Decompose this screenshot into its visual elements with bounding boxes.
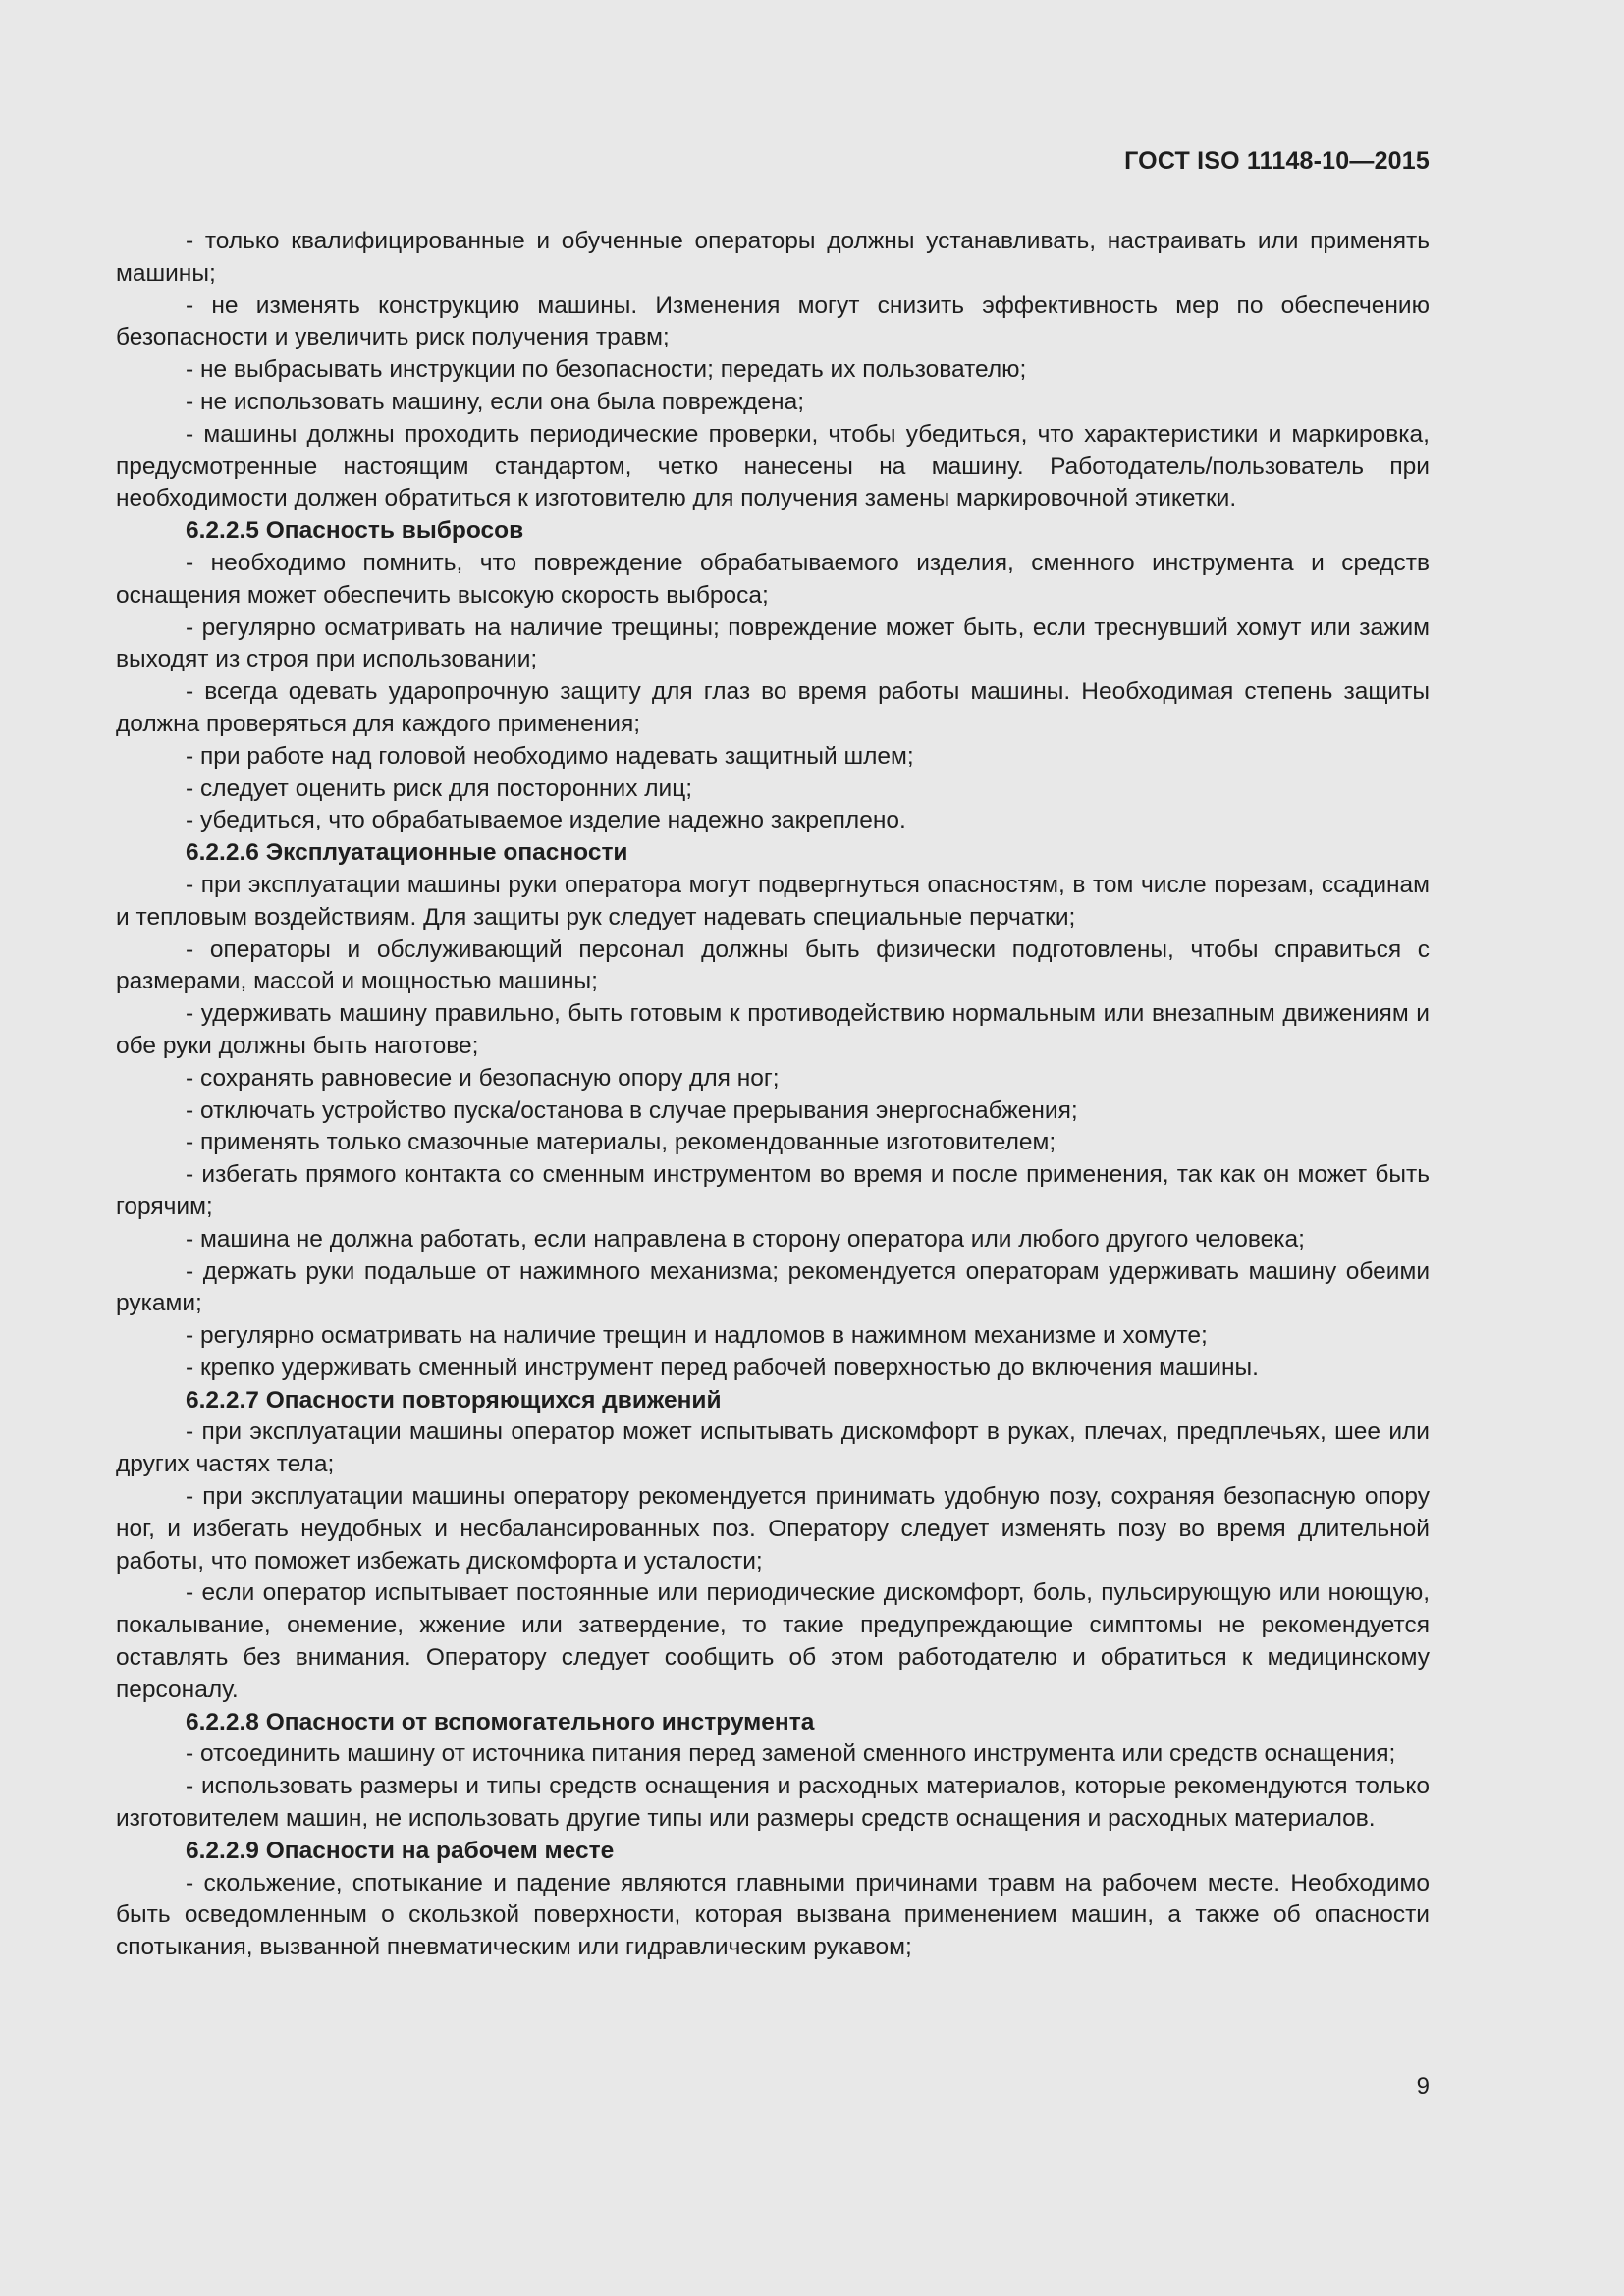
document-body bbox=[116, 226, 1430, 1964]
section-heading: 6.2.2.7 Опасности повторяющихся движений bbox=[186, 1386, 722, 1414]
list-item-paragraph: - держать руки подальше от нажимного механизма; рекомендуется операторам удерживать машину обеими руками; bbox=[116, 1257, 1430, 1317]
list-item-paragraph: - скольжение, спотыкание и падение являются главными причинами травм на рабочем месте. Необходимо быть осведомленным о скользкой поверхности, которая вызвана применением машин, а также об опасности спотыкания, вызванной пневматическим или гидравлическим рукавом; bbox=[116, 1869, 1430, 1961]
list-item-paragraph: - машины должны проходить периодические проверки, чтобы убедиться, что характеристики и маркировка, предусмотренные настоящим стандартом, четко нанесены на машину. Работодатель/пользователь при необходимости должен обратиться к изготовителю для получения замены маркировочной этикетки. bbox=[116, 420, 1430, 512]
section-heading: 6.2.2.9 Опасности на рабочем месте bbox=[186, 1837, 615, 1864]
section-heading: 6.2.2.8 Опасности от вспомогательного инструмента bbox=[186, 1708, 815, 1735]
list-item-paragraph: - отсоединить машину от источника питания перед заменой сменного инструмента или средств оснащения; bbox=[186, 1740, 1396, 1768]
list-item-paragraph: - при работе над головой необходимо надевать защитный шлем; bbox=[186, 742, 914, 770]
document-code-header: ГОСТ ISO 11148-10—2015 bbox=[1124, 147, 1430, 175]
list-item-paragraph: - всегда одевать ударопрочную защиту для глаз во время работы машины. Необходимая степень защиты должна проверяться для каждого применения; bbox=[116, 678, 1430, 737]
list-item-paragraph: - при эксплуатации машины оператор может испытывать дискомфорт в руках, плечах, предплечьях, шее или других частях тела; bbox=[116, 1418, 1430, 1478]
section-heading: 6.2.2.5 Опасность выбросов bbox=[186, 517, 524, 545]
list-item-paragraph: - удерживать машину правильно, быть готовым к противодействию нормальным или внезапным движениям и обе руки должны быть наготове; bbox=[116, 1000, 1430, 1059]
list-item-paragraph: - сохранять равновесие и безопасную опору для ног; bbox=[186, 1064, 780, 1092]
list-item-paragraph: - не использовать машину, если она была повреждена; bbox=[186, 388, 805, 415]
list-item-paragraph: - избегать прямого контакта со сменным инструментом во время и после применения, так как он может быть горячим; bbox=[116, 1161, 1430, 1220]
list-item-paragraph: - использовать размеры и типы средств оснащения и расходных материалов, которые рекомендуются только изготовителем машин, не использовать другие типы или размеры средств оснащения и расходных материалов. bbox=[116, 1773, 1430, 1833]
section-heading: 6.2.2.6 Эксплуатационные опасности bbox=[186, 839, 628, 867]
list-item-paragraph: - регулярно осматривать на наличие трещин и надломов в нажимном механизме и хомуте; bbox=[186, 1322, 1208, 1350]
list-item-paragraph: - операторы и обслуживающий персонал должны быть физически подготовлены, чтобы справиться с размерами, массой и мощностью машины; bbox=[116, 935, 1430, 995]
list-item-paragraph: - если оператор испытывает постоянные или периодические дискомфорт, боль, пульсирующую или ноющую, покалывание, онемение, жжение или затвердение, то такие предупреждающие симптомы не рекомендуется оставлять без внимания. Оператору следует сообщить об этом работодателю и обратиться к медицинскому персоналу. bbox=[116, 1579, 1430, 1703]
list-item-paragraph: - при эксплуатации машины руки оператора могут подвергнуться опасностям, в том числе порезам, ссадинам и тепловым воздействиям. Для защиты рук следует надевать специальные перчатки; bbox=[116, 871, 1430, 931]
list-item-paragraph: - отключать устройство пуска/останова в случае прерывания энергоснабжения; bbox=[186, 1096, 1078, 1124]
list-item-paragraph: - регулярно осматривать на наличие трещины; повреждение может быть, если треснувший хомут или зажим выходят из строя при использовании; bbox=[116, 614, 1430, 673]
list-item-paragraph: - применять только смазочные материалы, рекомендованные изготовителем; bbox=[186, 1129, 1056, 1156]
list-item-paragraph: - следует оценить риск для посторонних лиц; bbox=[186, 774, 693, 802]
list-item-paragraph: - машина не должна работать, если направлена в сторону оператора или любого другого человека; bbox=[186, 1225, 1305, 1253]
page-number: 9 bbox=[1416, 2073, 1430, 2100]
list-item-paragraph: - при эксплуатации машины оператору рекомендуется принимать удобную позу, сохраняя безопасную опору ног, и избегать неудобных и несбалансированных поз. Оператору следует изменять позу во время длительной работы, что поможет избежать дискомфорта и усталости; bbox=[116, 1483, 1430, 1575]
list-item-paragraph: - крепко удерживать сменный инструмент перед рабочей поверхностью до включения машины. bbox=[186, 1354, 1259, 1381]
list-item-paragraph: - не выбрасывать инструкции по безопасности; передать их пользователю; bbox=[186, 356, 1027, 384]
list-item-paragraph: - не изменять конструкцию машины. Изменения могут снизить эффективность мер по обеспечению безопасности и увеличить риск получения травм; bbox=[116, 292, 1430, 351]
list-item-paragraph: - только квалифицированные и обученные операторы должны устанавливать, настраивать или применять машины; bbox=[116, 228, 1430, 287]
list-item-paragraph: - необходимо помнить, что повреждение обрабатываемого изделия, сменного инструмента и средств оснащения может обеспечить высокую скорость выброса; bbox=[116, 549, 1430, 609]
list-item-paragraph: - убедиться, что обрабатываемое изделие надежно закреплено. bbox=[186, 807, 906, 834]
